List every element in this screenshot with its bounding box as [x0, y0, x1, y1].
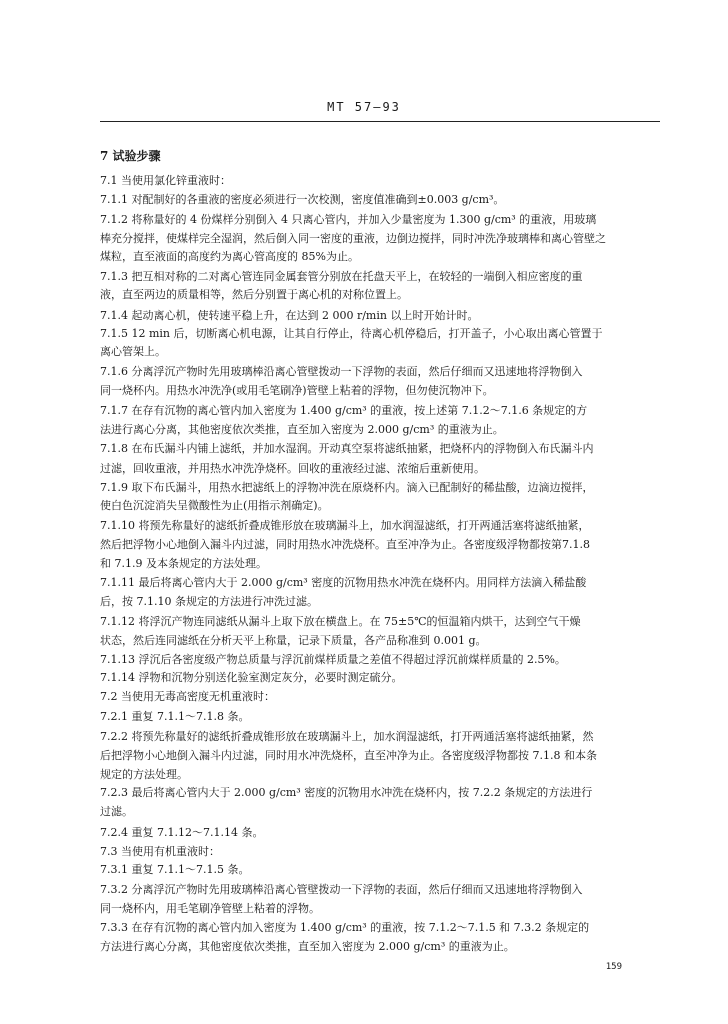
text-line: 液，直至两边的质量相等，然后分别置于离心机的对称位置上。 [100, 288, 408, 301]
text-line: 后把浮物小心地倒入漏斗内过滤，同时用水冲洗烧杯，直至冲净为止。各密度级浮物都按 7.1.8 和本条 [100, 749, 597, 762]
text-line: 同一烧杯内，用毛笔刷净管壁上粘着的浮物。 [100, 902, 320, 915]
text-line: 7.3.3 在存有沉物的离心管内加入密度为 1.400 g/cm³ 的重液，按 7.1.2～7.1.5 和 7.3.2 条规定的 [100, 921, 590, 934]
text-line: 过滤，回收重液，并用热水冲洗净烧杯。回收的重液经过滤、浓缩后重新使用。 [100, 462, 485, 475]
text-line: 状态，然后连同滤纸在分析天平上称量，记录下质量，各产品称准到 0.001 g。 [100, 634, 487, 647]
text-line: 7.1.7 在存有沉物的离心管内加入密度为 1.400 g/cm³ 的重液，按上述第 7.1.2～7.1.6 条规定的方 [100, 404, 588, 417]
text-line: 7.2.2 将预先称量好的滤纸折叠成锥形放在玻璃漏斗上，加水润湿滤纸，打开两通活塞将滤纸抽紧，然 [100, 730, 594, 743]
text-line: 棒充分搅拌，使煤样完全湿润，然后倒入同一密度的重液，边倒边搅拌，同时冲洗净玻璃棒和离心管壁之 [100, 232, 606, 245]
text-line: 7.1.2 将称量好的 4 份煤样分别倒入 4 只离心管内，并加入少量密度为 1.300 g/cm³ 的重液，用玻璃 [100, 213, 597, 226]
text-line: 7.1 当使用氯化锌重液时： [100, 174, 231, 187]
text-line: 7.3 当使用有机重液时： [100, 845, 220, 858]
text-line: 法进行离心分离，其他密度依次类推，直至加入密度为 2.000 g/cm³ 的重液为止。 [100, 423, 504, 436]
text-line: 7.3.1 重复 7.1.1～7.1.5 条。 [100, 863, 250, 876]
section-heading: 7 试验步骤 [100, 149, 161, 163]
text-line: 使白色沉淀消失呈微酸性为止(用指示剂确定)。 [100, 499, 329, 512]
text-line: 7.1.12 将浮沉产物连同滤纸从漏斗上取下放在横盘上。在 75±5℃的恒温箱内烘干，达到空气干燥 [100, 615, 581, 628]
text-line: 7.1.11 最后将离心管内大于 2.000 g/cm³ 密度的沉物用热水冲洗在烧杯内。用同样方法滴入稀盐酸 [100, 576, 587, 589]
text-line: 7.1.5 12 min 后，切断离心机电源，让其自行停止，待离心机停稳后，打开盖子，小心取出离心管置于 [100, 327, 603, 340]
text-line: 7.2.1 重复 7.1.1～7.1.8 条。 [100, 710, 250, 723]
text-line: 7.1.6 分离浮沉产物时先用玻璃棒沿离心管壁拨动一下浮物的表面，然后仔细而又迅速地将浮物倒入 [100, 365, 583, 378]
text-line: 方法进行离心分离，其他密度依次类推，直至加入密度为 2.000 g/cm³ 的重液为止。 [100, 940, 515, 953]
text-line: 7.1.3 把互相对称的二对离心管连同金属套管分别放在托盘天平上，在较轻的一端倒入相应密度的重 [100, 270, 583, 283]
text-line: 煤粒，直至液面的高度约为离心管高度的 85%为止。 [100, 250, 359, 263]
text-line: 7.1.10 将预先称量好的滤纸折叠成锥形放在玻璃漏斗上，加水润湿滤纸，打开两通活塞将滤纸抽紧， [100, 519, 590, 532]
text-line: 7.1.13 浮沉后各密度级产物总质量与浮沉前煤样质量之差值不得超过浮沉前煤样质量的 2.5%。 [100, 653, 566, 666]
text-line: 然后把浮物小心地倒入漏斗内过滤，同时用热水冲洗烧杯。直至冲净为止。各密度级浮物都按第7.1.8 [100, 538, 590, 551]
text-line: 7.2.4 重复 7.1.12～7.1.14 条。 [100, 826, 264, 839]
text-line: 后，按 7.1.10 条规定的方法进行冲洗过滤。 [100, 595, 318, 608]
text-line: 7.1.9 取下布氏漏斗，用热水把滤纸上的浮物冲洗在原烧杯内。滴入已配制好的稀盐酸，边滴边搅拌， [100, 481, 594, 494]
text-line: 和 7.1.9 及本条规定的方法处理。 [100, 557, 267, 570]
page-header: MT 57—93 [327, 100, 401, 114]
text-line: 7.3.2 分离浮沉产物时先用玻璃棒沿离心管壁拨动一下浮物的表面，然后仔细而又迅速地将浮物倒入 [100, 883, 583, 896]
text-line: 7.1.1 对配制好的各重液的密度必须进行一次校测，密度值准确到±0.003 g/cm³。 [100, 193, 505, 206]
text-line: 7.1.4 起动离心机，使转速平稳上升，在达到 2 000 r/min 以上时开始计时。 [100, 309, 479, 322]
text-line: 7.1.8 在布氏漏斗内铺上滤纸，并加水湿润。开动真空泵将滤纸抽紧，把烧杯内的浮物倒入布氏漏斗内 [100, 442, 594, 455]
text-line: 规定的方法处理。 [100, 768, 188, 781]
text-line: 离心管架上。 [100, 345, 166, 358]
text-line: 同一烧杯内。用热水冲洗净(或用毛笔刷净)管壁上粘着的浮物，但勿使沉物冲下。 [100, 384, 494, 397]
page-number: 159 [605, 962, 622, 972]
text-line: 7.2 当使用无毒高密度无机重液时： [100, 690, 275, 703]
text-line: 7.2.3 最后将离心管内大于 2.000 g/cm³ 密度的沉物用水冲洗在烧杯内，按 7.2.2 条规定的方法进行 [100, 786, 593, 799]
text-line: 过滤。 [100, 805, 133, 818]
text-line: 7.1.14 浮物和沉物分别送化验室测定灰分，必要时测定硫分。 [100, 671, 403, 684]
header-rule [100, 121, 660, 122]
